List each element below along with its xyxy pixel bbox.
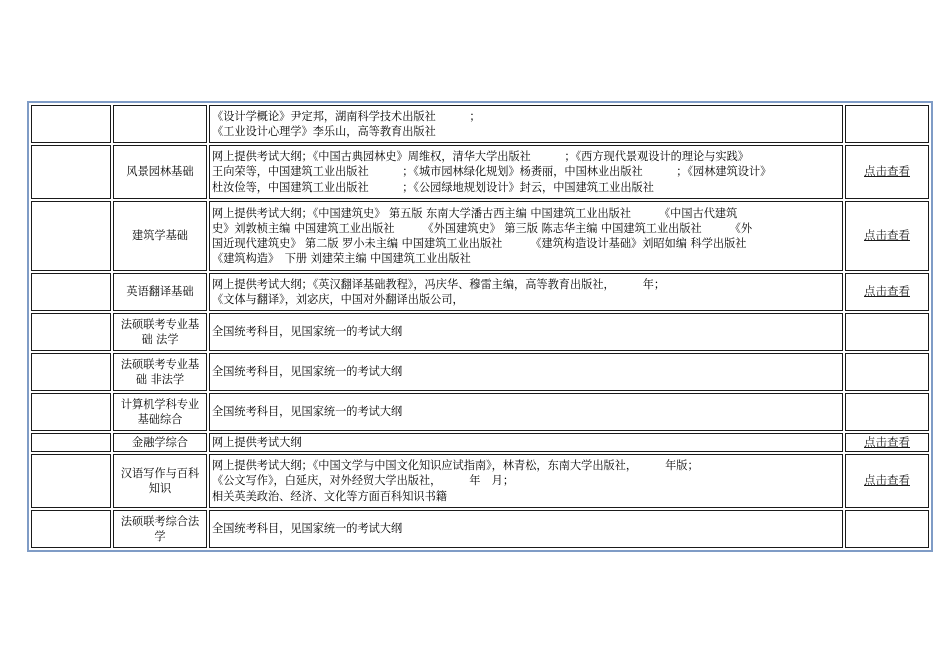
reference-line: 全国统考科目，见国家统一的考试大纲 [212,365,403,379]
subject-cell: 风景园林基础 [113,145,207,199]
link-cell [845,145,929,199]
subject-cell [113,105,207,143]
link-cell [845,353,929,391]
link-cell [845,433,929,452]
reference-cell [209,145,843,199]
index-cell [31,353,111,391]
view-details-link[interactable]: 点击查看 [864,473,910,488]
subject-cell: 计算机学科专业基础综合 [113,393,207,431]
table-row [31,454,929,508]
table-row [31,145,929,199]
link-cell [845,393,929,431]
table-row [31,510,929,548]
index-cell [31,145,111,199]
view-details-link[interactable]: 点击查看 [864,164,910,179]
link-cell [845,510,929,548]
index-cell [31,510,111,548]
reference-line: 《设计学概论》尹定邦，湖南科学技术出版社 ； [212,109,481,123]
reference-cell [209,201,843,271]
index-cell [31,105,111,143]
reference-line: 网上提供考试大纲；《中国古典园林史》周维权，清华大学出版社 ；《西方现代景观设计的理论与实践》 [212,150,749,164]
reference-line: 全国统考科目，见国家统一的考试大纲 [212,522,403,536]
index-cell [31,313,111,351]
reference-line: 杜汝俭等，中国建筑工业出版社 ；《公园绿地规划设计》封云，中国建筑工业出版社 [212,180,654,194]
table-row [31,273,929,311]
subject-cell: 法硕联考专业基础 法学 [113,313,207,351]
subject-cell: 法硕联考专业基础 非法学 [113,353,207,391]
link-cell [845,201,929,271]
reference-cell [209,510,843,548]
reference-line: 网上提供考试大纲；《中国建筑史》 第五版 东南大学潘古西主编 中国建筑工业出版社 《中国古代建筑 [212,206,738,220]
reference-cell [209,454,843,508]
subject-cell: 法硕联考综合法学 [113,510,207,548]
table-row [31,201,929,271]
reference-cell [209,433,843,452]
reference-cell [209,313,843,351]
reference-cell [209,273,843,311]
index-cell [31,433,111,452]
reference-line: 《文体与翻译》，刘宓庆，中国对外翻译出版公司， [212,293,464,306]
reference-line: 史》刘敦桢主编 中国建筑工业出版社 《外国建筑史》 第三版 陈志华主编 中国建筑工业出版社 《外 [212,221,753,235]
subject-cell: 汉语写作与百科知识 [113,454,207,508]
reference-line: 《建筑构造》 下册 刘建荣主编 中国建筑工业出版社 [212,252,471,266]
reference-line: 相关英美政治、经济、文化等方面百科知识书籍 [212,489,447,503]
subject-cell: 英语翻译基础 [113,273,207,311]
reference-line: 《工业设计心理学》李乐山，高等教育出版社 [212,125,436,138]
index-cell [31,201,111,271]
table-row [31,313,929,351]
table-row [31,393,929,431]
reference-cell [209,105,843,143]
reference-line: 全国统考科目，见国家统一的考试大纲 [212,405,403,419]
view-details-link[interactable]: 点击查看 [864,284,910,299]
index-cell [31,273,111,311]
reference-line: 全国统考科目，见国家统一的考试大纲 [212,325,403,339]
subject-cell: 建筑学基础 [113,201,207,271]
link-cell [845,454,929,508]
reference-cell [209,393,843,431]
reference-line: 国近现代建筑史》 第二版 罗小未主编 中国建筑工业出版社 《建筑构造设计基础》刘昭如编 科学出版社 [212,237,747,250]
reference-cell [209,353,843,391]
table-row [31,105,929,143]
reference-line: 网上提供考试大纲；《中国文学与中国文化知识应试指南》，林青松，东南大学出版社， 年版； [212,459,699,473]
reference-line: 王向荣等，中国建筑工业出版社 ；《城市园林绿化规划》杨赉丽，中国林业出版社 ；《园林建筑设计》 [212,165,772,179]
view-details-link[interactable]: 点击查看 [864,228,910,243]
reference-line: 《公文写作》，白延庆，对外经贸大学出版社， 年 月； [212,474,515,488]
exam-reference-table [27,101,933,552]
link-cell [845,105,929,143]
link-cell [845,313,929,351]
view-details-link[interactable]: 点击查看 [864,434,910,449]
subject-cell: 金融学综合 [113,433,207,452]
table-row [31,353,929,391]
link-cell [845,273,929,311]
reference-line: 网上提供考试大纲 [212,435,302,449]
index-cell [31,393,111,431]
index-cell [31,454,111,508]
reference-line: 网上提供考试大纲；《英汉翻译基础教程》，冯庆华、穆雷主编，高等教育出版社， 年； [212,277,666,291]
table-row [31,433,929,452]
